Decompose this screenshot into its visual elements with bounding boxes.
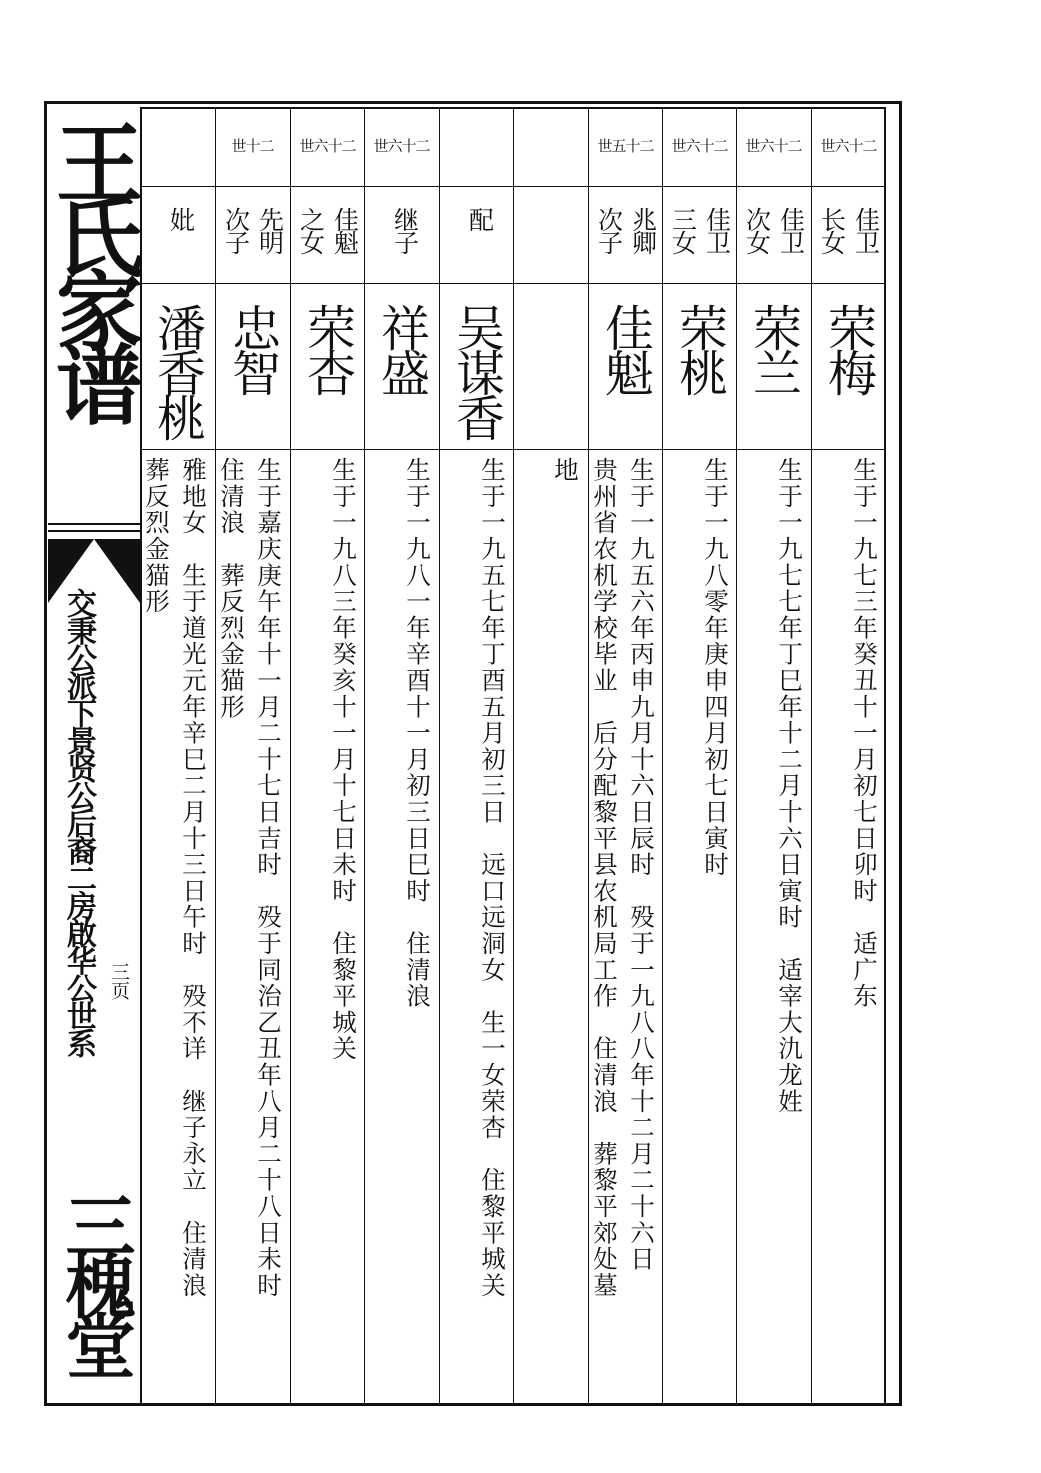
generation-label: 世六十二 — [373, 137, 430, 155]
person-detail: 生于嘉庆庚午年十一月二十七日吉时 殁于同治乙丑年八月二十八日未时 住清浪 葬反烈金猫形 — [217, 457, 283, 1299]
person-name — [513, 303, 588, 459]
relation-label: 妣 — [166, 207, 196, 230]
person-detail: 生于一九七七年丁巳年十二月十六日寅时 适宰大氿龙姓 — [775, 457, 804, 1115]
person-column — [513, 107, 588, 1405]
generation-label: 世五十二 — [597, 137, 654, 155]
generation-label: 世六十二 — [671, 137, 728, 155]
generation-label: 世六十二 — [820, 137, 877, 155]
person-name: 祥盛 — [373, 303, 431, 393]
person-name: 荣杏 — [299, 303, 357, 393]
relation-label: 佳卫 三女 — [668, 207, 732, 253]
person-detail: 生于一九八三年癸亥十一月十七日未时 住黎平城关 — [329, 457, 358, 1062]
relation-label: 佳卫 长女 — [817, 207, 881, 253]
person-name: 荣梅 — [820, 303, 878, 393]
person-column — [364, 107, 439, 1405]
relation-label: 佳卫 次女 — [742, 207, 806, 253]
person-name: 荣兰 — [745, 303, 803, 393]
person-name: 佳魁 — [597, 303, 655, 393]
book-title: 王氏家谱 — [41, 118, 144, 414]
person-name: 忠智 — [224, 303, 282, 393]
person-detail: 生于一九八一年辛酉十一月初三日巳时 住清浪 — [403, 457, 432, 1010]
relation-label: 配 — [465, 207, 495, 230]
person-column — [290, 107, 365, 1405]
person-detail: 生于一九七三年癸丑十一月初七日卯时 适广东 — [850, 457, 879, 1010]
lineage-subtitle: 交秉公派下景贤公后裔二房啟华公世系 — [61, 588, 96, 1056]
person-column — [736, 107, 811, 1405]
relation-label: 兆卿 次子 — [594, 207, 658, 253]
relation-label — [513, 207, 588, 277]
person-column — [662, 107, 737, 1405]
title-rule — [48, 523, 140, 525]
generation-label: 世六十二 — [299, 137, 356, 155]
person-name: 吴谋香 — [448, 303, 506, 438]
relation-label: 佳魁 之女 — [296, 207, 360, 253]
person-column — [215, 107, 290, 1405]
person-column — [811, 107, 886, 1405]
relation-label: 继子 — [390, 207, 420, 253]
person-column — [588, 107, 663, 1405]
person-detail: 生于一九五七年丁酉五月初三日 远口远洞女 生一女荣杏 住黎平城关 — [478, 457, 507, 1299]
page-number: 三页 — [108, 962, 130, 1000]
person-column — [140, 107, 215, 1405]
person-column — [439, 107, 514, 1405]
person-detail: 地 — [551, 457, 580, 484]
relation-label: 先明 次子 — [221, 207, 285, 253]
person-detail: 生于一九八零年庚申四月初七日寅时 — [701, 457, 730, 878]
person-name: 荣桃 — [671, 303, 729, 393]
person-name: 潘香桃 — [149, 303, 207, 438]
title-rule — [48, 530, 140, 532]
generation-label: 世六十二 — [745, 137, 802, 155]
hall-name: 三槐堂 — [54, 1190, 137, 1370]
person-detail: 生于一九五六年丙申九月十六日辰时 殁于一九八八年十二月二十六日 贵州省农机学校毕业 后分配黎平县农机局工作 住清浪 葬黎平郊处墓 — [590, 457, 656, 1299]
generation-label: 世十二 — [231, 137, 274, 155]
person-detail: 雅地女 生于道光元年辛巳二月十三日午时 殁不详 继子永立 住清浪 葬反烈金猫形 — [142, 457, 208, 1299]
